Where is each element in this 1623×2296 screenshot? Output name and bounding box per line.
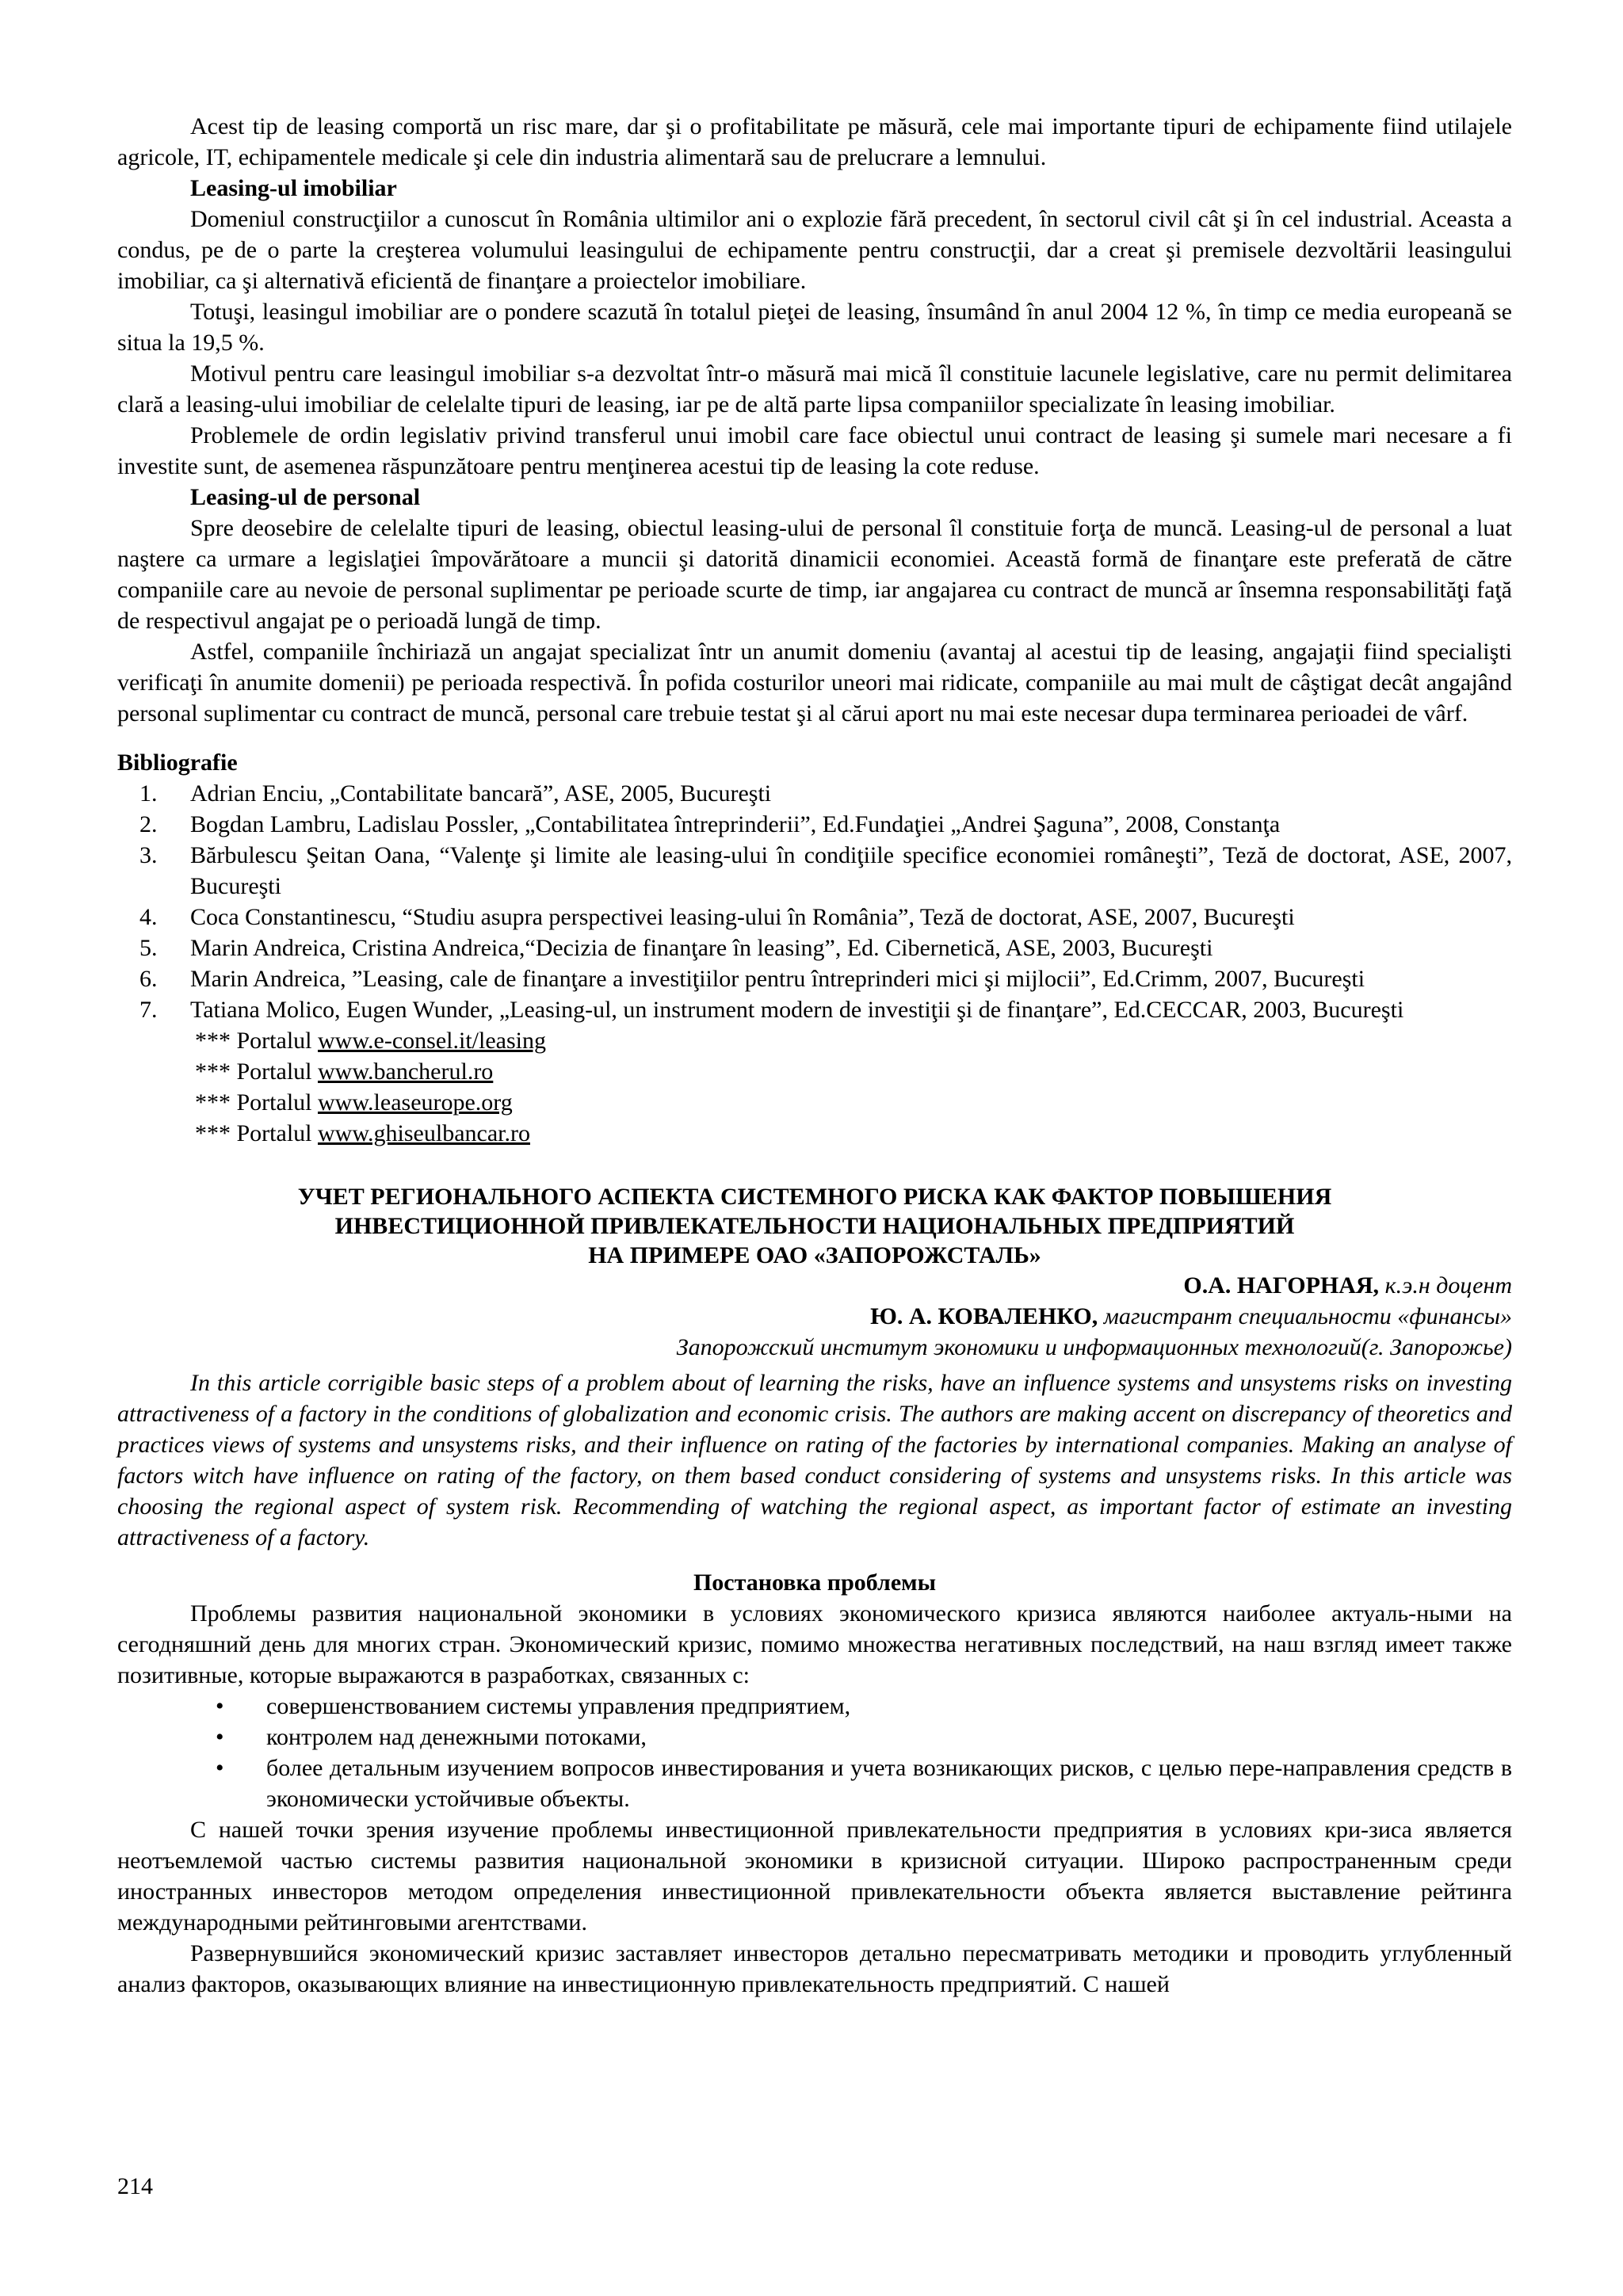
portal-entry <box>195 1025 1512 1056</box>
bibliography-item <box>117 809 1512 840</box>
article-intro-paragraph: Проблемы развития национальной экономики в условиях экономического кризиса являются наиболее актуаль-ными на сегодняшний день для многих стран. Экономический кризис, помимо множества негативных последствий, на наш взгляд имеет также позитивные, которые выражаются в разработках, связанных с: <box>117 1600 1512 1688</box>
bibliography-item-text: Tatiana Molico, Eugen Wunder, „Leasing-ul, un instrument modern de investiţii şi de finanţare”, Ed.CECCAR, 2003, Bucureşti <box>190 997 1404 1023</box>
author-2-name: Ю. А. КОВАЛЕНКО, <box>870 1303 1098 1329</box>
portal-link[interactable]: www.ghiseulbancar.ro <box>318 1120 530 1146</box>
bibliography-item-text: Adrian Enciu, „Contabilitate bancară”, ASE, 2005, Bucureşti <box>190 780 772 807</box>
author-2-role: магистрант специальности «финансы» <box>1103 1303 1512 1329</box>
article-title-line: УЧЕТ РЕГИОНАЛЬНОГО АСПЕКТА СИСТЕМНОГО РИСКА КАК ФАКТОР ПОВЫШЕНИЯ <box>297 1184 1332 1210</box>
real-estate-paragraph-3: Motivul pentru care leasingul imobiliar s-a dezvoltat într-o măsură mai mică îl constituie lacunele legislative, care nu permit delimitarea clară a leasing-ului imobiliar de celelalte tipuri de leasing, iar pe de altă parte lipsa companiilor specializate în leasing imobiliar. <box>117 360 1512 418</box>
bibliography-item-number: 2. <box>139 811 158 837</box>
portal-entry <box>195 1087 1512 1118</box>
author-2 <box>117 1301 1512 1332</box>
article-title-line: ИНВЕСТИЦИОННОЙ ПРИВЛЕКАТЕЛЬНОСТИ НАЦИОНАЛЬНЫХ ПРЕДПРИЯТИЙ <box>334 1213 1295 1239</box>
bibliography-item-number: 6. <box>139 966 158 992</box>
bibliography-item <box>117 994 1512 1025</box>
portal-link[interactable]: www.bancherul.ro <box>318 1058 494 1085</box>
bibliography-item-number: 7. <box>139 997 158 1023</box>
author-1 <box>117 1270 1512 1301</box>
bullet-list <box>117 1691 1512 1814</box>
bullet-text: контролем над денежными потоками, <box>266 1724 647 1750</box>
personnel-paragraph-2: Astfel, companiile închiriază un angajat specializat într un anumit domeniu (avantaj al acestui tip de leasing, angajaţii fiind specialişti verificaţi în anumite domenii) pe perioada respectivă. În pofida costurilor uneori mai ridicate, companiile au mai mult de câştigat decât angajând personal suplimentar cu contract de muncă, personal care trebuie testat şi al cărui aport nu mai este necesar dupa terminarea perioadei de vârf. <box>117 639 1512 727</box>
bibliography-item-text: Marin Andreica, ”Leasing, cale de finanţare a investiţiilor pentru întreprinderi mici şi mijlocii”, Ed.Crimm, 2007, Bucureşti <box>190 966 1365 992</box>
abstract: In this article corrigible basic steps of a problem about of learning the risks, have an influence systems and unsystems risks on investing attractiveness of a factory in the conditions of globalization and economic crisis. The authors are making accent on discrepancy of theoretics and practices views of systems and unsystems risks, and their influence on rating of the factories by international companies. Making an analyse of factors witch have influence on rating of the factory, on them based conduct considering of systems and unsystems risks. In this article was choosing the regional aspect of system risk. Recommending of watching the regional aspect, as important factor of estimate an investing attractiveness of a factory. <box>117 1370 1512 1550</box>
real-estate-paragraph-1: Domeniul construcţiilor a cunoscut în România ultimilor ani o explozie fără precedent, în sectorul civil cât şi în cel industrial. Aceasta a condus, pe de o parte la creşterea volumului leasingului de echipamente pentru construcţii, dar a creat şi premisele dezvoltării leasingului imobiliar, ca şi alternativă eficientă de finanţare a proiectelor imobiliare. <box>117 206 1512 294</box>
bullet-text: более детальным изучением вопросов инвестирования и учета возникающих рисков, с целью пере-направления средств в экономически устойчивые объекты. <box>266 1755 1512 1812</box>
personnel-paragraph-1: Spre deosebire de celelalte tipuri de leasing, obiectul leasing-ului de personal îl constituie forţa de muncă. Leasing-ul de personal a luat naştere ca urmare a legislaţiei împovărătoare a muncii şi datorită dinamicii economiei. Această formă de finanţare este preferată de către companiile care au nevoie de personal suplimentar pe perioade scurte de timp, iar angajarea cu contract de muncă ar însemna responsabilităţi faţă de respectivul angajat pe o perioadă lungă de timp. <box>117 515 1512 634</box>
bibliography-list <box>117 778 1512 1025</box>
document-page <box>117 111 1512 2000</box>
bibliography-item <box>117 840 1512 902</box>
bullet-item <box>117 1753 1512 1814</box>
article-paragraph-2: С нашей точки зрения изучение проблемы инвестиционной привлекательности предприятия в условиях кри-зиса является неотъемлемой частью системы развития национальной экономики в кризисной ситуации. Широко распространенным среди иностранных инвесторов методом определения инвестиционной привлекательности объекта является выставление рейтинга международными рейтинговыми агентствами. <box>117 1817 1512 1936</box>
bibliography-item-number: 4. <box>139 904 158 930</box>
bullet-icon: • <box>216 1755 224 1781</box>
bibliography-item <box>117 933 1512 963</box>
bibliography-item-text: Coca Constantinescu, “Studiu asupra perspectivei leasing-ului în România”, Teză de doctorat, ASE, 2007, Bucureşti <box>190 904 1295 930</box>
article-paragraph-3: Развернувшийся экономический кризис заставляет инвесторов детально пересматривать методики и проводить углубленный анализ факторов, оказывающих влияние на инвестиционную привлекательность предприятий. С нашей <box>117 1940 1512 1997</box>
bibliography-item <box>117 778 1512 809</box>
bullet-item <box>117 1691 1512 1722</box>
real-estate-paragraph-4: Problemele de ordin legislativ privind transferul unui imobil care face obiectul unui contract de leasing şi sumele mari necesare a fi investite sunt, de asemenea răspunzătoare pentru menţinerea acestui tip de leasing la cote reduse. <box>117 422 1512 479</box>
bullet-icon: • <box>216 1693 224 1719</box>
bibliography-item-text: Bogdan Lambru, Ladislau Possler, „Contabilitatea întreprinderii”, Ed.Fundaţiei „Andrei Şaguna”, 2008, Constanţa <box>190 811 1281 837</box>
bullet-icon: • <box>216 1724 224 1750</box>
bibliography-item <box>117 902 1512 933</box>
portal-prefix: *** Portalul <box>195 1120 312 1146</box>
portal-entry <box>195 1118 1512 1149</box>
bibliography-item-number: 1. <box>139 780 158 807</box>
real-estate-heading: Leasing-ul imobiliar <box>190 175 397 201</box>
section-title: Постановка проблемы <box>693 1569 937 1596</box>
personnel-heading: Leasing-ul de personal <box>190 484 421 510</box>
bullet-item <box>117 1722 1512 1753</box>
author-1-name: О.А. НАГОРНАЯ, <box>1183 1272 1380 1299</box>
author-1-role: к.э.н доцент <box>1384 1272 1512 1299</box>
bullet-text: совершенствованием системы управления предприятием, <box>266 1693 851 1719</box>
bibliography-item-number: 3. <box>139 842 158 868</box>
bibliography-title: Bibliografie <box>117 749 238 776</box>
bibliography-item-number: 5. <box>139 935 158 961</box>
portal-link[interactable]: www.leaseurope.org <box>318 1089 513 1116</box>
bibliography-item <box>117 963 1512 994</box>
article-title <box>117 1182 1512 1270</box>
real-estate-paragraph-2: Totuşi, leasingul imobiliar are o pondere scazută în totalul pieţei de leasing, însumând în anul 2004 12 %, în timp ce media europeană se situa la 19,5 %. <box>117 299 1512 356</box>
portal-prefix: *** Portalul <box>195 1089 312 1116</box>
page-number: 214 <box>117 2173 153 2199</box>
portal-entry <box>195 1056 1512 1087</box>
affiliation: Запорожский институт экономики и информационных технологий(г. Запорожье) <box>676 1334 1512 1360</box>
bibliography-item-text: Marin Andreica, Cristina Andreica,“Decizia de finanţare în leasing”, Ed. Cibernetică, ASE, 2003, Bucureşti <box>190 935 1213 961</box>
leasing-intro-paragraph: Acest tip de leasing comportă un risc mare, dar şi o profitabilitate pe măsură, cele mai importante tipuri de echipamente fiind utilajele agricole, IT, echipamentele medicale şi cele din industria alimentară sau de prelucrare a lemnului. <box>117 113 1512 170</box>
portal-link[interactable]: www.e-consel.it/leasing <box>318 1028 546 1054</box>
bibliography-item-text: Bărbulescu Şeitan Oana, “Valenţe şi limite ale leasing-ului în condiţiile specifice economiei româneşti”, Teză de doctorat, ASE, 2007, Bucureşti <box>190 842 1512 899</box>
portal-prefix: *** Portalul <box>195 1028 312 1054</box>
article-title-line: НА ПРИМЕРЕ ОАО «ЗАПОРОЖСТАЛЬ» <box>588 1242 1041 1268</box>
portal-prefix: *** Portalul <box>195 1058 312 1085</box>
